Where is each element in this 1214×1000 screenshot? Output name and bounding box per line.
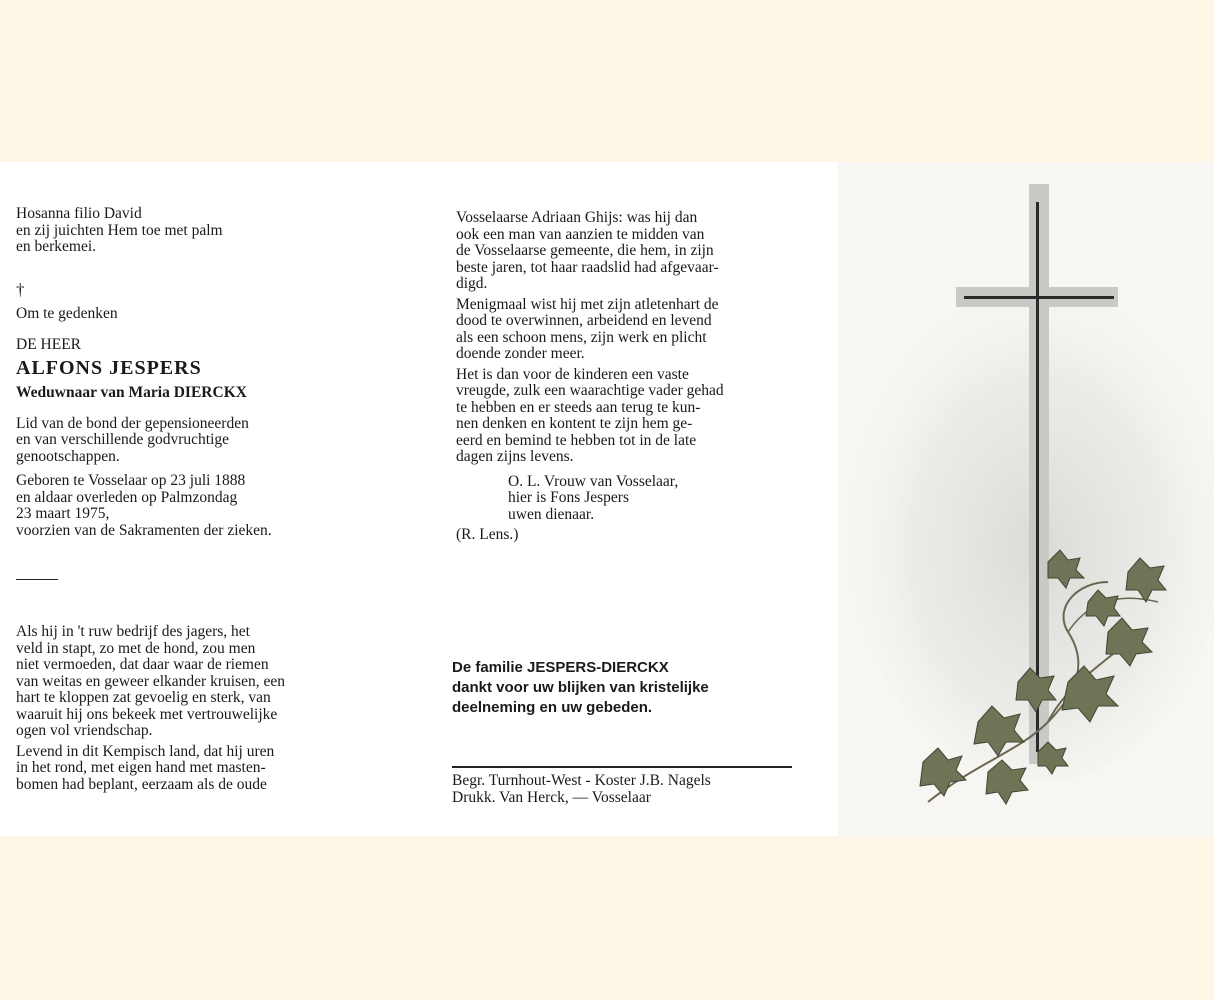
text-line: Vosselaarse Adriaan Ghijs: was hij dan bbox=[456, 209, 698, 226]
prayer-verse bbox=[456, 474, 796, 524]
text-line: doende zonder meer. bbox=[456, 345, 585, 362]
hunter-paragraph bbox=[16, 624, 356, 740]
text-line: ook een man van aanzien te midden van bbox=[456, 225, 705, 243]
text-line: genootschappen. bbox=[16, 447, 120, 465]
council-paragraph bbox=[456, 210, 796, 293]
life-paragraph bbox=[16, 473, 356, 539]
text-line: van weitas en geweer elkander kruisen, een bbox=[16, 672, 285, 690]
text-line: hart te kloppen zat gevoelig en sterk, van bbox=[16, 689, 271, 706]
text-line: digd. bbox=[456, 275, 488, 292]
verse-line: en zij juichten Hem toe met palm bbox=[16, 221, 223, 239]
text-line: De familie JESPERS-DIERCKX bbox=[452, 659, 669, 676]
text-line: voorzien van de Sakramenten der zieken. bbox=[16, 521, 272, 539]
children-paragraph bbox=[456, 367, 796, 466]
left-column bbox=[16, 206, 356, 793]
printer-divider bbox=[452, 766, 792, 768]
text-line: O. L. Vrouw van Vosselaar, bbox=[508, 472, 679, 490]
text-line: en aldaar overleden op Palmzondag bbox=[16, 488, 238, 506]
remember-text: Om te gedenken bbox=[16, 305, 118, 322]
text-line: Het is dan voor de kinderen een vaste bbox=[456, 365, 689, 383]
text-line: de Vosselaarse gemeente, die hem, in zijn bbox=[456, 242, 714, 259]
printer-credits bbox=[452, 772, 794, 806]
text-line: Geboren te Vosselaar op 23 juli 1888 bbox=[16, 472, 246, 489]
athlete-paragraph bbox=[456, 297, 796, 363]
text-line: deelneming en uw gebeden. bbox=[452, 699, 653, 716]
cross-illustration bbox=[838, 162, 1214, 836]
text-line: en van verschillende godvruchtige bbox=[16, 431, 230, 448]
text-line: beste jaren, tot haar raadslid had afgevaar- bbox=[456, 258, 719, 276]
text-line: bomen had beplant, eerzaam als de oude bbox=[16, 775, 267, 793]
text-line: vreugde, zulk een waarachtige vader gehad bbox=[456, 382, 724, 399]
text-line: eerd en bemind te hebben tot in de late bbox=[456, 431, 697, 449]
deceased-name: ALFONS JESPERS bbox=[16, 357, 202, 379]
text-line: waaruit hij ons bekeek met vertrouwelijke bbox=[16, 705, 278, 723]
text-line: 23 maart 1975, bbox=[16, 505, 110, 522]
text-line: niet vermoeden, dat daar waar de riemen bbox=[16, 656, 269, 673]
text-line: in het rond, met eigen hand met masten- bbox=[16, 759, 266, 776]
text-line: dankt voor uw blijken van kristelijke bbox=[452, 679, 709, 696]
family-thanks bbox=[452, 658, 772, 718]
membership-paragraph bbox=[16, 416, 356, 466]
widower-line: Weduwnaar van Maria DIERCKX bbox=[16, 384, 247, 401]
text-line: uwen dienaar. bbox=[508, 505, 595, 523]
text-line: Begr. Turnhout-West - Koster J.B. Nagels bbox=[452, 772, 711, 789]
honorific: DE HEER bbox=[16, 335, 82, 353]
middle-column bbox=[456, 210, 796, 544]
cross-with-ivy-icon bbox=[838, 162, 1214, 836]
cross-symbol: † bbox=[16, 279, 25, 299]
text-line: Als hij in 't ruw bedrijf des jagers, het bbox=[16, 623, 250, 640]
author-signature: (R. Lens.) bbox=[456, 526, 519, 543]
verse-line: en berkemei. bbox=[16, 238, 97, 255]
text-line: Menigmaal wist hij met zijn atletenhart de bbox=[456, 295, 719, 313]
text-line: Levend in dit Kempisch land, dat hij uren bbox=[16, 742, 275, 760]
text-line: Lid van de bond der gepensioneerden bbox=[16, 414, 249, 432]
text-line: hier is Fons Jespers bbox=[508, 489, 629, 506]
text-line: te hebben en er steeds aan terug te kun- bbox=[456, 398, 701, 416]
text-line: als een schoon mens, zijn werk en plicht bbox=[456, 328, 707, 346]
text-line: nen denken en kontent te zijn hem ge- bbox=[456, 415, 693, 432]
memorial-card bbox=[0, 162, 1214, 836]
text-line: ogen vol vriendschap. bbox=[16, 722, 153, 739]
kempen-paragraph bbox=[16, 744, 356, 794]
short-divider bbox=[16, 579, 58, 580]
text-line: dood te overwinnen, arbeidend en levend bbox=[456, 312, 712, 329]
text-line: dagen zijns levens. bbox=[456, 448, 574, 465]
verse-line: Hosanna filio David bbox=[16, 205, 142, 222]
text-line: Drukk. Van Herck, — Vosselaar bbox=[452, 789, 651, 806]
text-line: veld in stapt, zo met de hond, zou men bbox=[16, 639, 256, 657]
